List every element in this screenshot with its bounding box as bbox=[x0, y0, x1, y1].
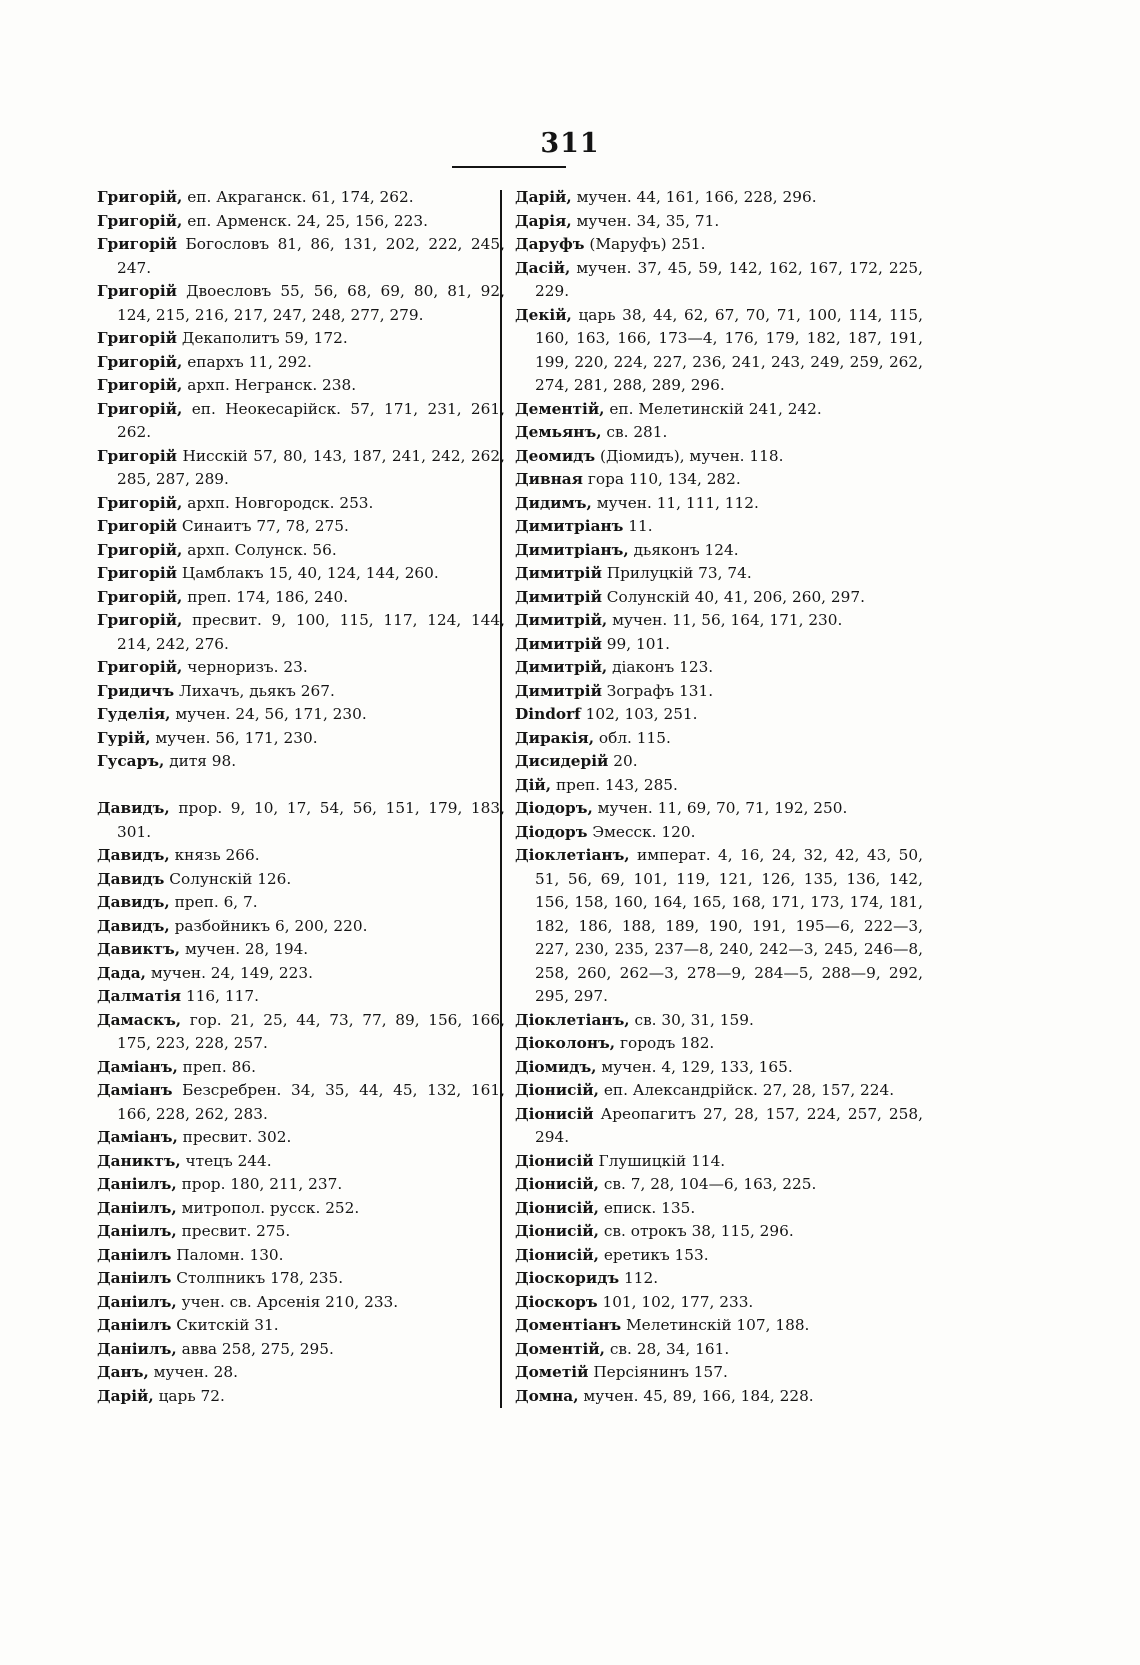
page-number: 311 bbox=[540, 128, 600, 159]
entry-name: Dindorf bbox=[515, 705, 581, 723]
entry-references: Столпникъ 178, 235. bbox=[171, 1269, 344, 1287]
index-entry bbox=[97, 1126, 505, 1150]
index-entry bbox=[515, 609, 923, 633]
entry-references: разбойникъ 6, 200, 220. bbox=[169, 916, 368, 935]
entry-name: Григорій bbox=[97, 446, 178, 465]
index-entry bbox=[515, 633, 923, 657]
index-entry bbox=[515, 562, 923, 586]
entry-name: Даніилъ, bbox=[97, 1198, 177, 1217]
entry-name: Діоскоридъ bbox=[515, 1269, 620, 1287]
index-entry bbox=[97, 233, 505, 280]
index-entry bbox=[97, 1267, 505, 1291]
entry-references: діаконъ 123. bbox=[607, 658, 714, 676]
entry-name: Дидимъ, bbox=[515, 493, 592, 512]
entry-name: Діоскоръ bbox=[515, 1292, 598, 1311]
index-entry bbox=[97, 1361, 505, 1385]
entry-references: еп. Акраганск. 61, 174, 262. bbox=[182, 188, 414, 206]
entry-references: мучен. 37, 45, 59, 142, 162, 167, 172, 225, 229. bbox=[535, 258, 923, 300]
entry-references: мучен. 56, 171, 230. bbox=[150, 728, 318, 747]
index-entry bbox=[515, 257, 923, 304]
index-entry bbox=[515, 680, 923, 704]
entry-name: Даміанъ bbox=[97, 1081, 173, 1099]
entry-references: авва 258, 275, 295. bbox=[176, 1339, 334, 1358]
entry-references: 101, 102, 177, 233. bbox=[597, 1292, 754, 1311]
entry-name: Діонисій bbox=[515, 1104, 594, 1123]
entry-references: Персіянинъ 157. bbox=[588, 1363, 728, 1381]
entry-name: Григорій, bbox=[97, 188, 183, 206]
entry-name: Даміанъ, bbox=[97, 1128, 178, 1146]
entry-name: Даміанъ, bbox=[97, 1057, 178, 1076]
entry-references: Солунскій 40, 41, 206, 260, 297. bbox=[601, 587, 865, 606]
index-entry bbox=[515, 774, 923, 798]
entry-references: гор. 21, 25, 44, 73, 77, 89, 156, 166, 175, 223, 228, 257. bbox=[117, 1010, 505, 1052]
entry-name: Даніилъ bbox=[97, 1269, 172, 1287]
entry-references: мучен. 4, 129, 133, 165. bbox=[596, 1057, 793, 1076]
entry-references: прор. 180, 211, 237. bbox=[176, 1175, 343, 1193]
index-entry bbox=[515, 1197, 923, 1221]
index-entry bbox=[97, 985, 505, 1009]
entry-name: Доментій, bbox=[515, 1339, 605, 1358]
entry-references: чтецъ 244. bbox=[180, 1151, 272, 1170]
index-entry bbox=[97, 1314, 505, 1338]
entry-name: Давидъ, bbox=[97, 846, 170, 864]
index-entry bbox=[515, 1361, 923, 1385]
entry-name: Григорій bbox=[97, 517, 178, 535]
index-entry bbox=[515, 1267, 923, 1291]
index-column-left bbox=[97, 186, 505, 1408]
index-entry bbox=[97, 1220, 505, 1244]
entry-references: Зографъ 131. bbox=[601, 681, 714, 700]
entry-references: Декаполитъ 59, 172. bbox=[177, 329, 348, 347]
entry-name: Діонисій, bbox=[515, 1245, 599, 1264]
index-entry bbox=[97, 1173, 505, 1197]
entry-name: Діонисій bbox=[515, 1151, 594, 1170]
entry-references: Нисскій 57, 80, 143, 187, 241, 242, 262, 285, 287, 289. bbox=[117, 446, 505, 488]
entry-references: Паломн. 130. bbox=[171, 1245, 284, 1264]
entry-name: Димитрій bbox=[515, 587, 602, 606]
entry-name: Діомидъ, bbox=[515, 1057, 597, 1076]
index-entry bbox=[97, 915, 505, 939]
entry-references: (Діомидъ), мучен. 118. bbox=[595, 446, 784, 465]
index-entry bbox=[515, 1079, 923, 1103]
entry-name: Григорій, bbox=[97, 399, 183, 418]
entry-name: Дементій, bbox=[515, 399, 605, 418]
index-entry bbox=[515, 515, 923, 539]
index-entry bbox=[515, 750, 923, 774]
index-entry bbox=[97, 844, 505, 868]
entry-references: прор. 9, 10, 17, 54, 56, 151, 179, 183, 301. bbox=[117, 799, 505, 841]
entry-references: мучен. 28, 194. bbox=[180, 940, 309, 958]
entry-name: Димитрій, bbox=[515, 611, 608, 629]
entry-references: еписк. 135. bbox=[598, 1198, 696, 1217]
index-entry bbox=[97, 210, 505, 234]
index-entry bbox=[97, 445, 505, 492]
index-entry bbox=[97, 1385, 505, 1409]
index-entry bbox=[515, 186, 923, 210]
entry-references: архп. Новгородск. 253. bbox=[182, 493, 374, 512]
index-entry bbox=[515, 1056, 923, 1080]
entry-name: Діонисій, bbox=[515, 1222, 599, 1240]
entry-name: Деомидъ bbox=[515, 446, 596, 465]
index-entry bbox=[515, 821, 923, 845]
entry-name: Діодоръ bbox=[515, 822, 588, 841]
entry-references: мучен. 45, 89, 166, 184, 228. bbox=[578, 1386, 814, 1405]
entry-name: Дарій, bbox=[97, 1386, 154, 1405]
entry-name: Дарія, bbox=[515, 211, 572, 230]
entry-name: Димитрій bbox=[515, 681, 602, 700]
entry-references: (Маруфъ) 251. bbox=[584, 235, 706, 253]
entry-name: Дивная bbox=[515, 470, 583, 488]
entry-name: Димитріанъ bbox=[515, 517, 624, 535]
index-entry bbox=[515, 1150, 923, 1174]
index-entry bbox=[515, 1385, 923, 1409]
entry-references: пресвит. 275. bbox=[176, 1222, 291, 1240]
index-entry bbox=[515, 703, 923, 727]
entry-references: мучен. 44, 161, 166, 228, 296. bbox=[571, 188, 817, 206]
entry-name: Григорій, bbox=[97, 493, 183, 512]
entry-name: Данъ, bbox=[97, 1363, 149, 1381]
entry-references: мучен. 11, 111, 112. bbox=[591, 493, 759, 512]
index-entry bbox=[97, 398, 505, 445]
index-entry bbox=[515, 1173, 923, 1197]
entry-name: Давидъ, bbox=[97, 916, 170, 935]
index-entry bbox=[515, 1338, 923, 1362]
entry-references: Богословъ 81, 86, 131, 202, 222, 245, 247. bbox=[117, 235, 505, 277]
index-entry bbox=[97, 586, 505, 610]
entry-name: Давидъ bbox=[97, 869, 165, 888]
entry-references: черноризъ. 23. bbox=[182, 658, 308, 676]
entry-references: Глушицкій 114. bbox=[593, 1151, 726, 1170]
column-divider bbox=[500, 190, 502, 1408]
entry-references: гора 110, 134, 282. bbox=[583, 470, 741, 488]
entry-references: Лихачъ, дьякъ 267. bbox=[174, 681, 335, 700]
index-entry bbox=[515, 304, 923, 398]
index-entry bbox=[97, 539, 505, 563]
entry-name: Григорій bbox=[97, 564, 178, 582]
entry-name: Дій, bbox=[515, 775, 552, 794]
entry-references: мучен. 11, 56, 164, 171, 230. bbox=[607, 611, 843, 629]
index-entry bbox=[97, 1056, 505, 1080]
index-entry bbox=[97, 703, 505, 727]
entry-name: Гуделія, bbox=[97, 705, 171, 723]
entry-references: дитя 98. bbox=[164, 752, 237, 770]
entry-references: преп. 6, 7. bbox=[169, 893, 258, 911]
entry-references: преп. 86. bbox=[177, 1057, 256, 1076]
entry-name: Гурій, bbox=[97, 728, 151, 747]
index-entry bbox=[515, 1103, 923, 1150]
index-entry bbox=[97, 891, 505, 915]
entry-references: 99, 101. bbox=[601, 634, 671, 653]
entry-references: царь 72. bbox=[153, 1386, 225, 1405]
index-entry bbox=[515, 1220, 923, 1244]
index-entry bbox=[97, 515, 505, 539]
index-entry bbox=[97, 868, 505, 892]
entry-name: Давидъ, bbox=[97, 893, 170, 911]
index-entry bbox=[515, 797, 923, 821]
entry-references: еп. Неокесарійск. 57, 171, 231, 261, 262. bbox=[117, 399, 505, 441]
index-entry bbox=[97, 656, 505, 680]
entry-name: Діонисій, bbox=[515, 1198, 599, 1217]
entry-references: Скитскій 31. bbox=[171, 1316, 279, 1334]
entry-references: Ареопагитъ 27, 28, 157, 224, 257, 258, 294. bbox=[535, 1104, 923, 1146]
entry-references: архп. Негранск. 238. bbox=[182, 376, 357, 394]
entry-references: Солунскій 126. bbox=[164, 869, 292, 888]
index-entry bbox=[515, 398, 923, 422]
entry-name: Дисидерій bbox=[515, 752, 609, 770]
entry-name: Далматія bbox=[97, 987, 182, 1005]
index-entry bbox=[515, 210, 923, 234]
entry-references: митропол. русск. 252. bbox=[176, 1198, 360, 1217]
entry-name: Григорій bbox=[97, 235, 178, 253]
entry-references: архп. Солунск. 56. bbox=[182, 540, 337, 559]
entry-name: Григорій bbox=[97, 282, 178, 300]
entry-references: св. 281. bbox=[601, 423, 668, 441]
entry-references: императ. 4, 16, 24, 32, 42, 43, 50, 51, 56, 69, 101, 119, 121, 126, 135, 136, 142, 156, 158, 160, 164, 165, 168, 171, 173, 174, 181, 182, 186, 188, 189, 190, 191, 195—6, 222—3, 227, 230, 235, 237—8, 240, 242—3, 245, 246—8, 258, 260, 262—3, 278—9, 284—5, 288—9, 292, 295, 297. bbox=[535, 846, 923, 1005]
entry-name: Димитрій bbox=[515, 634, 602, 653]
entry-references: мучен. 28. bbox=[148, 1363, 238, 1381]
entry-name: Даніилъ, bbox=[97, 1222, 177, 1240]
index-entry bbox=[97, 280, 505, 327]
entry-name: Даніилъ, bbox=[97, 1292, 177, 1311]
index-entry bbox=[97, 750, 505, 774]
index-entry bbox=[97, 1150, 505, 1174]
entry-name: Григорій, bbox=[97, 611, 183, 629]
entry-name: Даніилъ bbox=[97, 1316, 172, 1334]
entry-name: Григорій, bbox=[97, 587, 183, 606]
index-entry bbox=[515, 1032, 923, 1056]
entry-name: Даніилъ bbox=[97, 1245, 172, 1264]
entry-references: учен. св. Арсенія 210, 233. bbox=[176, 1292, 399, 1311]
index-entry bbox=[97, 609, 505, 656]
index-entry bbox=[515, 656, 923, 680]
index-entry bbox=[97, 1079, 505, 1126]
entry-name: Діоклетіанъ, bbox=[515, 846, 630, 864]
entry-references: городъ 182. bbox=[615, 1034, 715, 1052]
index-entry bbox=[97, 1338, 505, 1362]
index-entry bbox=[515, 445, 923, 469]
index-entry bbox=[97, 727, 505, 751]
entry-references: Цамблакъ 15, 40, 124, 144, 260. bbox=[177, 564, 439, 582]
entry-references: Двоесловъ 55, 56, 68, 69, 80, 81, 92, 124, 215, 216, 217, 247, 248, 277, 279. bbox=[117, 282, 505, 324]
entry-name: Даніилъ, bbox=[97, 1339, 177, 1358]
entry-name: Григорій, bbox=[97, 376, 183, 394]
entry-name: Діоклетіанъ, bbox=[515, 1010, 630, 1029]
index-entry bbox=[515, 1291, 923, 1315]
entry-name: Дамаскъ, bbox=[97, 1010, 182, 1029]
entry-references: св. 7, 28, 104—6, 163, 225. bbox=[598, 1175, 817, 1193]
entry-references: Безсребрен. 34, 35, 44, 45, 132, 161, 166, 228, 262, 283. bbox=[117, 1081, 505, 1123]
entry-name: Доментіанъ bbox=[515, 1316, 622, 1334]
entry-references: св. 28, 34, 161. bbox=[604, 1339, 730, 1358]
index-entry bbox=[97, 797, 505, 844]
entry-name: Даніилъ, bbox=[97, 1175, 177, 1193]
page-number-rule bbox=[452, 166, 566, 168]
entry-references: Мелетинскій 107, 188. bbox=[621, 1316, 810, 1334]
entry-name: Даниктъ, bbox=[97, 1151, 181, 1170]
index-entry bbox=[515, 492, 923, 516]
entry-references: мучен. 11, 69, 70, 71, 192, 250. bbox=[592, 799, 848, 817]
entry-references: еретикъ 153. bbox=[598, 1245, 709, 1264]
entry-name: Діодоръ, bbox=[515, 799, 593, 817]
index-entry bbox=[97, 492, 505, 516]
entry-references: еп. Александрійск. 27, 28, 157, 224. bbox=[598, 1081, 895, 1099]
entry-references: мучен. 24, 149, 223. bbox=[145, 963, 313, 982]
index-entry bbox=[97, 962, 505, 986]
entry-name: Григорій bbox=[97, 329, 178, 347]
entry-name: Димитрій, bbox=[515, 658, 608, 676]
index-entry bbox=[97, 562, 505, 586]
index-entry bbox=[97, 186, 505, 210]
index-entry bbox=[515, 1009, 923, 1033]
entry-name: Григорій, bbox=[97, 540, 183, 559]
entry-references: епархъ 11, 292. bbox=[182, 352, 312, 371]
entry-name: Діонисій, bbox=[515, 1175, 599, 1193]
index-entry bbox=[515, 727, 923, 751]
index-entry bbox=[515, 468, 923, 492]
entry-references: 20. bbox=[608, 752, 638, 770]
index-entry bbox=[97, 1244, 505, 1268]
entry-name: Дада, bbox=[97, 963, 146, 982]
entry-references: Прилуцкій 73, 74. bbox=[601, 564, 752, 582]
entry-name: Григорій, bbox=[97, 211, 183, 230]
entry-name: Димитріанъ, bbox=[515, 540, 629, 559]
entry-name: Даруфъ bbox=[515, 235, 585, 253]
index-entry bbox=[97, 1291, 505, 1315]
entry-references: Синаитъ 77, 78, 275. bbox=[177, 517, 349, 535]
index-entry bbox=[97, 327, 505, 351]
index-entry bbox=[97, 1009, 505, 1056]
entry-name: Дасій, bbox=[515, 258, 571, 277]
entry-name: Діонисій, bbox=[515, 1081, 599, 1099]
index-entry bbox=[515, 233, 923, 257]
index-entry bbox=[97, 1197, 505, 1221]
entry-name: Дометій bbox=[515, 1363, 589, 1381]
entry-references: св. отрокъ 38, 115, 296. bbox=[598, 1222, 794, 1240]
entry-references: царь 38, 44, 62, 67, 70, 71, 100, 114, 115, 160, 163, 166, 173—4, 176, 179, 182, 187, 191, 199, 220, 224, 227, 236, 241, 243, 249, 259, 262, 274, 281, 288, 289, 296. bbox=[535, 305, 923, 394]
index-entry bbox=[515, 421, 923, 445]
entry-name: Григорій, bbox=[97, 658, 183, 676]
entry-references: преп. 143, 285. bbox=[551, 775, 678, 794]
entry-references: пресвит. 302. bbox=[177, 1128, 292, 1146]
entry-name: Гридичъ bbox=[97, 681, 175, 700]
index-entry bbox=[515, 844, 923, 1009]
entry-name: Декій, bbox=[515, 305, 572, 324]
index-entry bbox=[515, 539, 923, 563]
entry-references: еп. Мелетинскій 241, 242. bbox=[604, 399, 822, 418]
entry-references: мучен. 24, 56, 171, 230. bbox=[170, 705, 367, 723]
entry-references: обл. 115. bbox=[594, 728, 671, 747]
entry-references: преп. 174, 186, 240. bbox=[182, 587, 349, 606]
entry-references: князь 266. bbox=[169, 846, 260, 864]
entry-name: Демьянъ, bbox=[515, 423, 602, 441]
entry-references: еп. Арменск. 24, 25, 156, 223. bbox=[182, 211, 428, 230]
entry-name: Дарій, bbox=[515, 188, 572, 206]
index-entry bbox=[97, 374, 505, 398]
entry-name: Діоколонъ, bbox=[515, 1034, 616, 1052]
entry-references: 102, 103, 251. bbox=[580, 705, 698, 723]
index-column-right bbox=[515, 186, 923, 1408]
index-entry bbox=[515, 586, 923, 610]
index-entry bbox=[97, 680, 505, 704]
entry-name: Димитрій bbox=[515, 564, 602, 582]
entry-name: Григорій, bbox=[97, 352, 183, 371]
entry-name: Гусаръ, bbox=[97, 752, 165, 770]
entry-references: мучен. 34, 35, 71. bbox=[571, 211, 720, 230]
entry-references: пресвит. 9, 100, 115, 117, 124, 144, 214, 242, 276. bbox=[117, 611, 505, 653]
index-entry bbox=[97, 938, 505, 962]
entry-references: св. 30, 31, 159. bbox=[629, 1010, 754, 1029]
entry-references: Эмесск. 120. bbox=[587, 822, 696, 841]
index-entry bbox=[97, 351, 505, 375]
entry-name: Давидъ, bbox=[97, 799, 170, 817]
index-entry bbox=[515, 1314, 923, 1338]
entry-references: 116, 117. bbox=[181, 987, 259, 1005]
index-entry bbox=[515, 1244, 923, 1268]
entry-references: дьяконъ 124. bbox=[628, 540, 739, 559]
entry-name: Домна, bbox=[515, 1386, 579, 1405]
entry-name: Давиктъ, bbox=[97, 940, 181, 958]
entry-references: 11. bbox=[623, 517, 653, 535]
entry-name: Диракія, bbox=[515, 728, 595, 747]
entry-references: 112. bbox=[619, 1269, 659, 1287]
